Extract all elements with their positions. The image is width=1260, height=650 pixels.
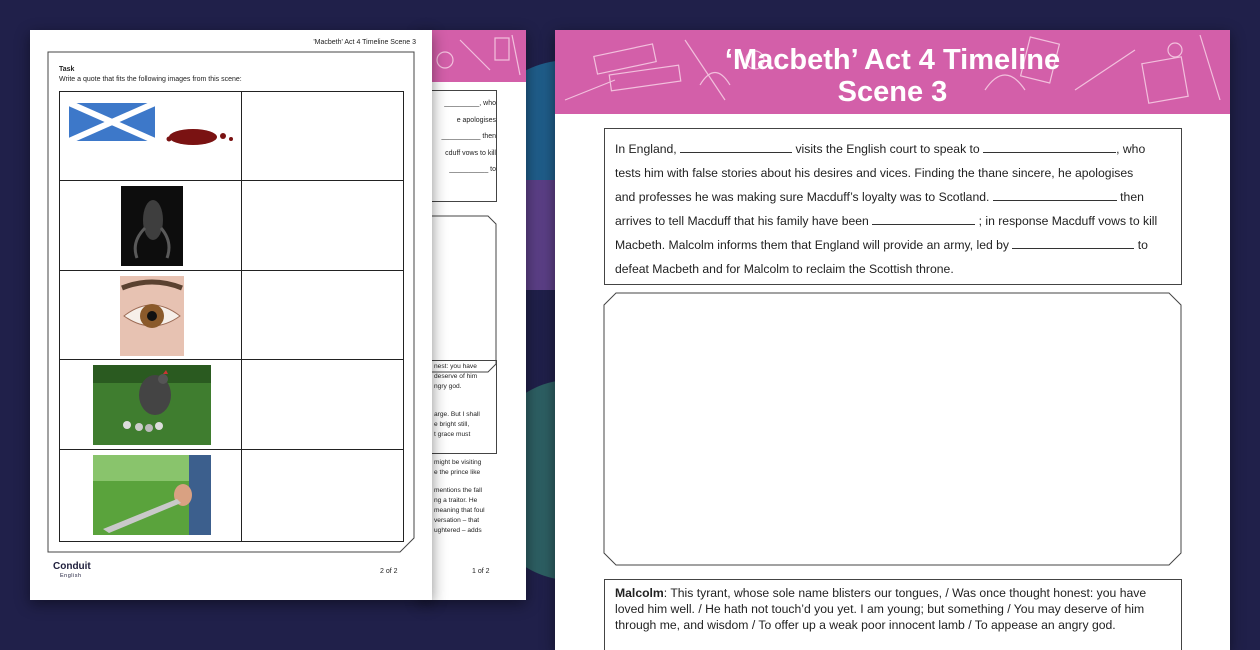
worksheet-title-line1: ‘Macbeth’ Act 4 Timeline [724, 44, 1061, 76]
fragment-line: nest: you have [434, 363, 477, 370]
summary-line-2: tests him with false stories about his desires and vices. Finding the thane sincere, he apologises [615, 166, 1134, 180]
page-header-title: 'Macbeth' Act 4 Timeline Scene 3 [313, 39, 416, 46]
fragment-line: might be visiting [434, 458, 482, 466]
task-heading: Task [59, 66, 75, 73]
summary-text-span: to [1134, 238, 1148, 252]
fill-in-blank[interactable] [993, 189, 1117, 201]
fill-in-blank[interactable] [983, 141, 1116, 153]
conduit-logo-sub: English [60, 573, 82, 579]
table-row-5-answer-cell[interactable] [241, 449, 404, 542]
dark-figure-icon [121, 186, 183, 266]
fragment-line: ughtered – adds [434, 526, 482, 534]
fragment-line: mentions the fall [434, 487, 483, 495]
fragment-line: e bright still, [434, 421, 470, 429]
middle-quote-fragments [434, 362, 494, 535]
summary-text-span: Macbeth. Malcolm informs them that England will provide an army, led by [615, 238, 1013, 252]
drawing-box[interactable] [555, 290, 1230, 570]
table-row-1-image-cell [59, 91, 244, 183]
middle-summary-fragments [434, 96, 496, 179]
hen-and-chicks-icon [93, 365, 211, 445]
scottish-flag-icon [69, 103, 155, 141]
summary-line-6: defeat Macbeth and for Malcolm to reclaim the Scottish throne. [615, 262, 954, 276]
task-worksheet-page [30, 30, 432, 600]
title-header-band [555, 30, 1230, 114]
page-number: 2 of 2 [380, 568, 398, 575]
task-instruction: Write a quote that fits the following images from this scene: [59, 76, 242, 83]
table-row-3-answer-cell[interactable] [241, 270, 404, 362]
fragment-line: versation – that [434, 516, 480, 524]
fill-in-blank[interactable] [1012, 237, 1134, 249]
middle-page-number: 1 of 2 [472, 568, 490, 575]
summary-text-span: ; in response Macduff vows to kill [975, 214, 1158, 228]
table-row-1-answer-cell[interactable] [241, 91, 404, 183]
fragment-line: t grace must [434, 430, 471, 438]
middle-drawing-box [420, 210, 526, 380]
fill-in-blank[interactable] [872, 213, 975, 225]
summary-text-span: and professes he was making sure Macduff’s loyalty was to Scotland. [615, 190, 993, 204]
middle-worksheet-page [420, 30, 526, 600]
summary-line-5 [615, 233, 1180, 257]
fragment-line: _________, who [444, 100, 496, 107]
summary-text-span: In England, [615, 142, 681, 156]
summary-text [615, 137, 1180, 281]
summary-line-1 [615, 137, 1180, 161]
summary-text-span: visits the English court to speak to [792, 142, 984, 156]
quote-body: : This tyrant, whose sole name blisters our tongues, / Was once thought honest: you have loved him well. / He hath not touch’d you yet. I am young; but something / You may deserve of him through me, and wisdom / To offer up a weak poor innocent lamb / To appease an angry god. [615, 586, 1147, 632]
summary-text-span: then [1116, 190, 1144, 204]
fragment-line: __________ then [441, 133, 496, 140]
middle-page-header-band [420, 30, 526, 82]
table-row-3-image-cell [59, 270, 244, 362]
conduit-logo: Conduit [53, 561, 91, 572]
hand-with-knife-icon [93, 455, 211, 535]
eye-icon [120, 276, 184, 356]
fragment-line: ngry god. [434, 382, 462, 390]
table-row-2-answer-cell[interactable] [241, 180, 404, 272]
fragment-line: cduff vows to kill [445, 149, 496, 157]
fragment-line: e apologises [456, 116, 496, 124]
fragment-line: ng a traitor. He [434, 497, 478, 505]
table-row-2-image-cell [59, 180, 244, 272]
table-row-5-image-cell [59, 449, 244, 542]
fragment-line: e the prince like [434, 468, 481, 476]
blood-splatter-icon [161, 125, 241, 149]
worksheet-title-line2: Scene 3 [837, 76, 948, 108]
quote-text [615, 585, 1170, 633]
summary-line-4 [615, 209, 1180, 233]
summary-text-span: , who [1116, 142, 1146, 156]
fragment-line: arge. But I shall [434, 411, 480, 419]
stationery-doodle-icon [420, 30, 526, 82]
table-row-4-image-cell [59, 359, 244, 451]
table-row-4-answer-cell[interactable] [241, 359, 404, 451]
fill-in-blank[interactable] [680, 141, 792, 153]
timeline-worksheet-page [555, 30, 1230, 650]
fragment-line: __________ to [449, 166, 496, 173]
fragment-line: meaning that foul [434, 506, 485, 514]
fragment-line: deserve of him [434, 372, 478, 380]
summary-text-span: arrives to tell Macduff that his family have been [615, 214, 873, 228]
summary-line-3 [615, 185, 1180, 209]
quote-speaker: Malcolm [615, 586, 664, 600]
